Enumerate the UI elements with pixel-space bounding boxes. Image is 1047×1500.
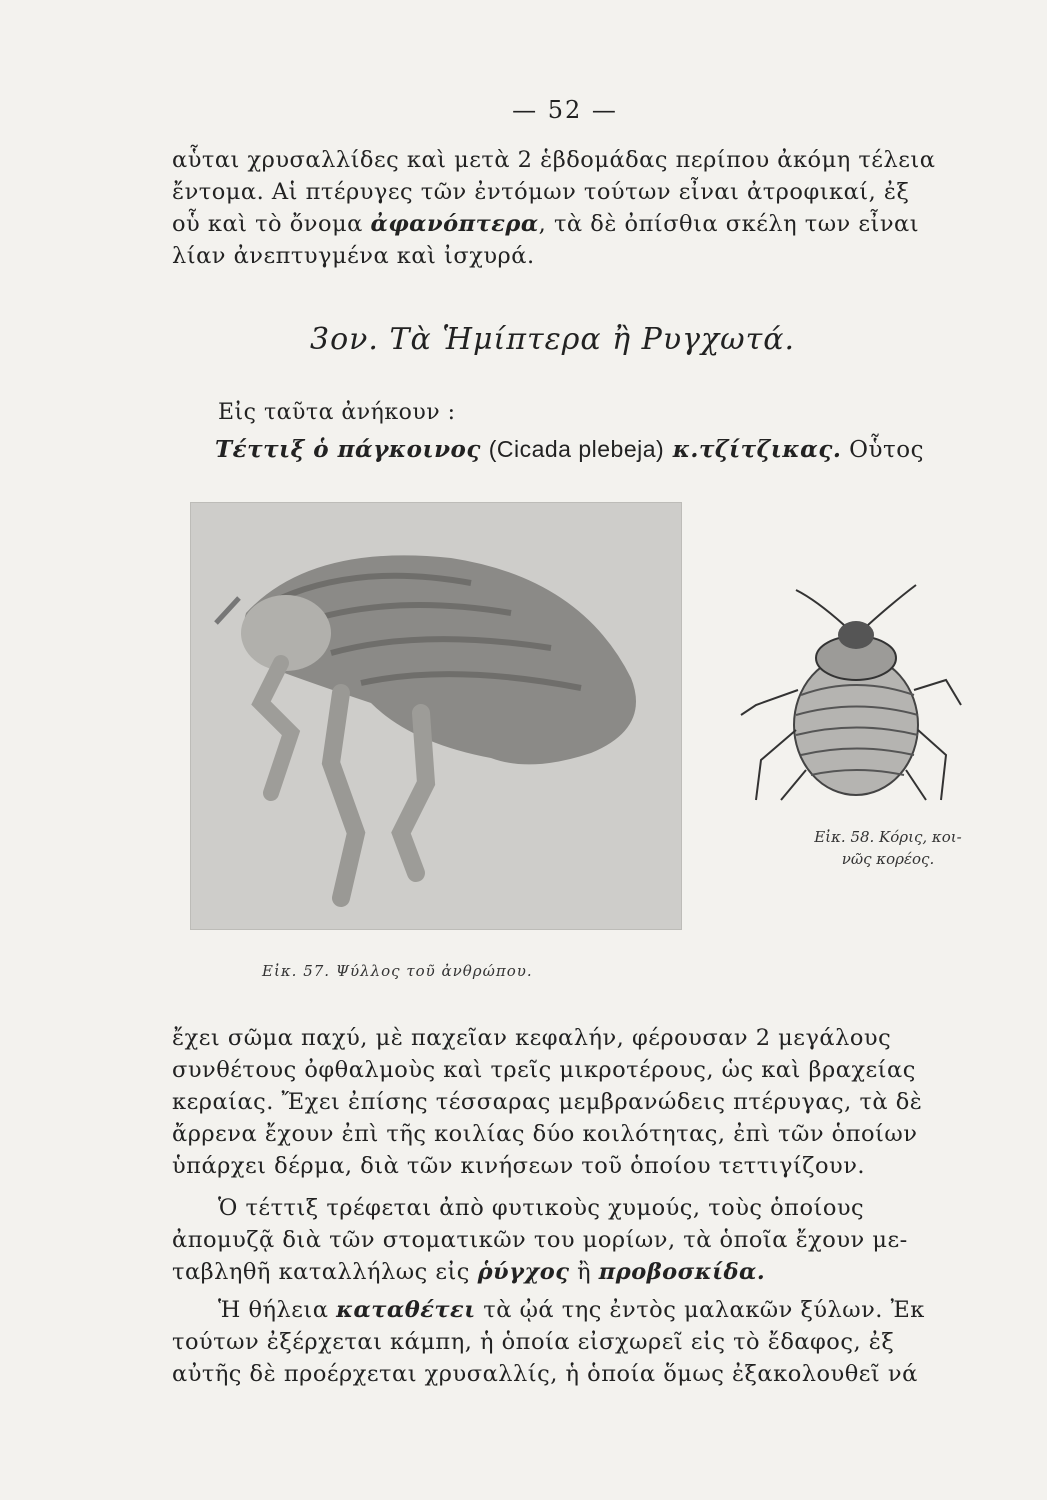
page-number: — 52 —	[512, 96, 618, 124]
term-rygchos: ῥύγχος	[477, 1259, 570, 1285]
flea-drawing	[191, 503, 681, 929]
intro-line: Εἰς ταῦτα ἀνήκουν :	[218, 400, 456, 425]
body-paragraph-1	[172, 1022, 992, 1182]
text-line: συνθέτους ὀφθαλμοὺς καὶ τρεῖς μικροτέρους, ὡς καὶ βραχείας	[172, 1057, 916, 1083]
text-line: ταβληθῆ καταλλήλως εἰς ῥύγχος ἢ προβοσκίδα.	[172, 1259, 766, 1285]
term-afanoptera: ἀφανόπτερα	[370, 211, 539, 237]
text-line: λίαν ἀνεπτυγμένα καὶ ἰσχυρά.	[172, 243, 535, 269]
flea-illustration	[190, 502, 682, 930]
text-line: ἔντομα. Αἱ πτέρυγες τῶν ἐντόμων τούτων εἶναι ἀτροφικαί, ἐξ	[172, 179, 910, 205]
common-name: κ.τζίτζικας.	[664, 436, 842, 463]
term-proboskida: προβοσκίδα.	[598, 1259, 766, 1285]
intro-species-line: Τέττιξ ὁ πάγκοινος (Cicada plebeja) κ.τζίτζικας. Οὗτος	[215, 436, 924, 463]
text-line: αὗται χρυσαλλίδες καὶ μετὰ 2 ἑβδομάδας περίπου ἀκόμη τέλεια	[172, 147, 936, 173]
text-line: οὗ καὶ τὸ ὄνομα ἀφανόπτερα, τὰ δὲ ὀπίσθια σκέλη των εἶναι	[172, 211, 920, 237]
figure-58-caption: Εἰκ. 58. Κόρις, κοι- νῶς κορέος.	[814, 828, 962, 868]
text-line: ἄρρενα ἔχουν ἐπὶ τῆς κοιλίας δύο κοιλότητας, ἐπὶ τῶν ὁποίων	[172, 1121, 918, 1147]
term-katathetei: καταθέτει	[336, 1297, 476, 1323]
intro-block	[215, 395, 924, 468]
text-line: αὐτῆς δὲ προέρχεται χρυσαλλίς, ἡ ὁποία ὅμως ἐξακολουθεῖ νά	[172, 1361, 918, 1387]
species-greek: Τέττιξ ὁ πάγκοινος	[215, 436, 481, 463]
figure-57-caption: Εἰκ. 57. Ψύλλος τοῦ ἀνθρώπου.	[262, 962, 533, 980]
body-paragraph-2	[172, 1192, 992, 1288]
text-line: Ἡ θήλεια καταθέτει τὰ ᾠά της ἐντὸς μαλακῶν ξύλων. Ἐκ	[218, 1297, 925, 1323]
bedbug-drawing	[736, 580, 966, 810]
text-line: ὑπάρχει δέρμα, διὰ τῶν κινήσεων τοῦ ὁποίου τεττιγίζουν.	[172, 1153, 866, 1179]
section-heading: 3ον. Τὰ Ἡμίπτερα ἢ Ρυγχωτά.	[310, 322, 796, 357]
text-line: ἀπομυζᾷ διὰ τῶν στοματικῶν του μορίων, τὰ ὁποῖα ἔχουν με-	[172, 1227, 908, 1253]
text-line: τούτων ἐξέρχεται κάμπη, ἡ ὁποία εἰσχωρεῖ εἰς τὸ ἔδαφος, ἐξ	[172, 1329, 895, 1355]
text-line: ἔχει σῶμα παχύ, μὲ παχεῖαν κεφαλήν, φέρουσαν 2 μεγάλους	[172, 1025, 892, 1051]
text-line: Ὁ τέττιξ τρέφεται ἀπὸ φυτικοὺς χυμούς, τοὺς ὁποίους	[218, 1195, 865, 1221]
text-line: κεραίας. Ἔχει ἐπίσης τέσσαρας μεμβρανώδεις πτέρυγας, τὰ δὲ	[172, 1089, 923, 1115]
species-latin: (Cicada plebeja)	[488, 436, 665, 462]
body-paragraph-3	[172, 1294, 992, 1390]
top-paragraph	[172, 144, 992, 272]
bedbug-illustration	[736, 580, 966, 810]
